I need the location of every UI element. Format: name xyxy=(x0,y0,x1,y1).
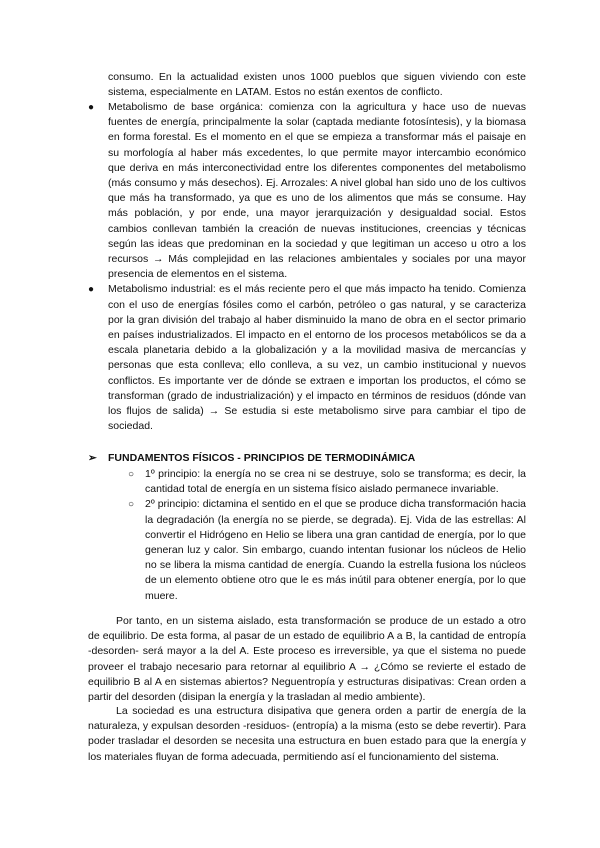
circle-bullet-icon: ○ xyxy=(128,499,135,511)
bullet-text: Metabolismo de base orgánica: comienza con la agricultura y hace uso de nuevas fuentes de energía, principalmente la solar (captada mediante fotosíntesis), y la biomasa en forma forestal. Es el momento en el que se empieza a transformar más el paisaje en su morfología al haber más excedentes, lo que permite mayor intercambio económico que deriva en más interconectividad entre los diferentes componentes del metabolismo (más consumo y más desechos). Ej. Arrozales: A nivel global han sido uno de los cultivos que más ha transformado, ya que es uno de los alimentos que más se consume. Hay más población, y por ende, una mayor jerarquización y desigualdad social. Estos cambios conllevan también la creación de nuevas instituciones, creencias y técnicas según las ideas que predominan en la sociedad y que legitiman un acceso u otro a los recursos → Más complejidad en las relaciones ambientales y sociales por una mayor presencia de elementos en el sistema. xyxy=(108,101,526,281)
arrow-bullet-icon: ➢ xyxy=(88,452,97,464)
body-paragraph-society: La sociedad es una estructura disipativa que genera orden a partir de energía de la naturaleza, y expulsan desorden -residuos- (entropía) a la misma (esto se debe revertir). Para poder trasladar el desorden se necesita una estructura en buen estado para que la energía y los materiales fluyan de forma adecuada, permitiendo así el funcionamiento del sistema. xyxy=(88,705,526,763)
bullet-text: Metabolismo industrial: es el más reciente pero el que más impacto ha tenido. Comienza con el uso de energías fósiles como el carbón, petróleo o gas natural, y se caracteriza por la gran división del trabajo al haber disminuido la mano de obra en el sector primario en países industrializados. El impacto en el entorno de los procesos metabólicos se da a escala planetaria debido a la globalización y a la movilidad masiva de mercancías y personas que esta conlleva; ello conlleva, a su vez, un cambio institucional y nuevos conflictos. Es importante ver de dónde se extraen e importan los productos, el cómo se transforman (grado de industrialización) y el impacto en términos de residuos (dónde van los flujos de salida) → Se estudia si este metabolismo sirve para cambiar el tipo de sociedad. xyxy=(108,283,526,433)
bullet-organic-metabolism xyxy=(88,100,526,282)
principles-list xyxy=(128,467,526,604)
continuation-paragraph: consumo. En la actualidad existen unos 1000 pueblos que siguen viviendo con este sistema, especialmente en LATAM. Estos no están exentos de conflicto. xyxy=(108,71,526,99)
section-heading xyxy=(88,451,526,466)
principle-first xyxy=(128,467,526,497)
circle-bullet-icon: ○ xyxy=(128,469,135,480)
bullet-dot-icon: ● xyxy=(88,102,95,113)
principle-text: 1º principio: la energía no se crea ni se destruye, solo se transforma; es decir, la cantidad total de energía en un sistema físico aislado permanece invariable. xyxy=(145,468,526,496)
bullet-dot-icon: ● xyxy=(88,284,95,296)
body-paragraph-entropy: Por tanto, en un sistema aislado, esta transformación se produce de un estado a otro de equilibrio. De esta forma, al pasar de un estado de equilibrio A a B, la cantidad de entropía -desorden- será mayor a la del A. Este proceso es irreversible, ya que el sistema no puede proveer el trabajo necesario para retornar al equilibrio A → ¿Cómo se revierte el estado de equilibrio B al A en sistemas abiertos? Neguentropía y estructuras disipativas: Crean orden a partir del desorden (disipan la energía y la trasladan al medio ambiente). xyxy=(88,615,526,704)
principle-second xyxy=(128,497,526,603)
bullet-industrial-metabolism xyxy=(88,282,526,434)
metabolism-bullet-list xyxy=(88,100,526,434)
principle-text: 2º principio: dictamina el sentido en el que se produce dicha transformación hacia la degradación (la energía no se pierde, se degrada). Ej. Vida de las estrellas: Al convertir el Hidrógeno en Helio se libera una gran cantidad de energía, por lo que generan luz y calor. Sin embargo, cuando intentan fusionar los núcleos de Helio no se libera la misma cantidad de energía. Cuando la estrella fusiona los núcleos de un elemento obtiene otro que le es más inútil para obtener energía, por lo que muere. xyxy=(145,498,526,602)
section-title: FUNDAMENTOS FÍSICOS - PRINCIPIOS DE TERMODINÁMICA xyxy=(108,452,416,464)
